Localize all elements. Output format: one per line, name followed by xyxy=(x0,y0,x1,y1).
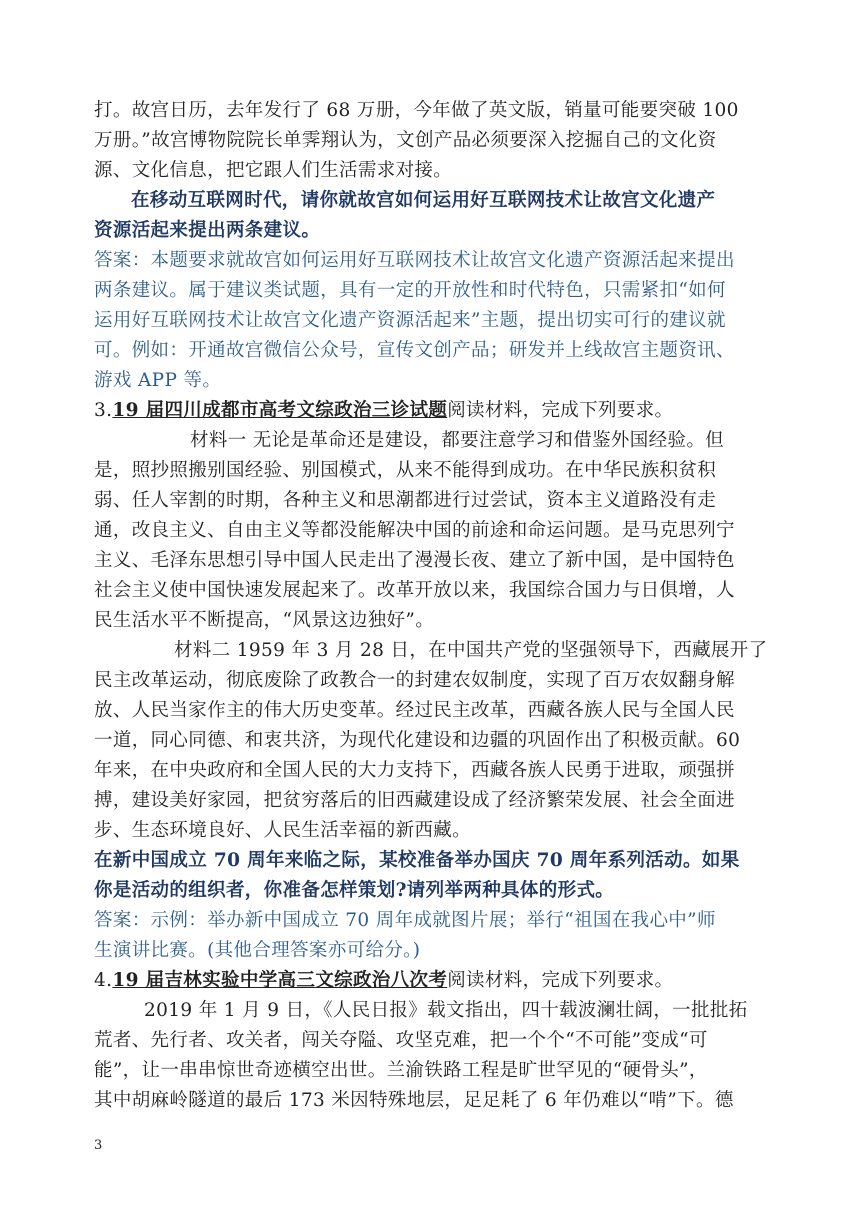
item-number: 3. xyxy=(94,400,113,421)
text-line: 年来，在中央政府和全国人民的大力支持下，西藏各族人民勇于进取，顽强拼 xyxy=(94,760,735,781)
item-instruction: 阅读材料，完成下列要求。 xyxy=(447,970,674,991)
question-line: 在新中国成立 70 周年来临之际，某校准备举办国庆 70 周年系列活动。如果 xyxy=(94,850,740,871)
text-line: 万册。”故宫博物院院长单霁翔认为，文创产品必须要深入挖掘自己的文化资 xyxy=(94,130,717,151)
text-line: 主义、毛泽东思想引导中国人民走出了漫漫长夜、建立了新中国，是中国特色 xyxy=(94,550,735,571)
material-3 xyxy=(94,996,768,1116)
text-line: 能”，让一串串惊世奇迹横空出世。兰渝铁路工程是旷世罕见的“硬骨头”， xyxy=(94,1060,708,1081)
material-2 xyxy=(94,636,768,846)
question-1 xyxy=(94,186,768,246)
text-line: 打。故宫日历，去年发行了 68 万册，今年做了英文版，销量可能要突破 100 xyxy=(94,100,739,121)
question-line: 你是活动的组织者，你准备怎样策划?请列举两种具体的形式。 xyxy=(94,880,615,901)
answer-line: 游戏 APP 等。 xyxy=(94,370,222,391)
text-line: 搏，建设美好家园，把贫穷落后的旧西藏建设成了经济繁荣发展、社会全面进 xyxy=(94,790,735,811)
question-2 xyxy=(94,846,768,906)
document-page xyxy=(94,96,768,1116)
answer-line: 两条建议。属于建议类试题，具有一定的开放性和时代特色，只需紧扣“如何 xyxy=(94,280,726,301)
answer-line: 可。例如：开通故宫微信公众号，宣传文创产品；研发并上线故宫主题资讯、 xyxy=(94,340,735,361)
page-number: 3 xyxy=(94,1138,103,1153)
item-4-heading xyxy=(94,966,768,996)
text-line: 其中胡麻岭隧道的最后 173 米因特殊地层，足足耗了 6 年仍难以“啃”下。德 xyxy=(94,1090,734,1111)
answer-line: 答案：示例：举办新中国成立 70 周年成就图片展；举行“祖国在我心中”师 xyxy=(94,910,716,931)
answer-2 xyxy=(94,906,768,966)
text-line: 一道，同心同德、和衷共济，为现代化建设和边疆的巩固作出了积极贡献。60 xyxy=(94,730,741,751)
text-line: 步、生态环境良好、人民生活幸福的新西藏。 xyxy=(94,820,472,841)
text-line: 民主改革运动，彻底废除了政教合一的封建农奴制度，实现了百万农奴翻身解 xyxy=(94,670,735,691)
text-line: 荒者、先行者、攻关者，闯关夺隘、攻坚克难，把一个个“不可能”变成“可 xyxy=(94,1030,708,1051)
paragraph-intro xyxy=(94,96,768,186)
text-line: 弱、任人宰割的时期，各种主义和思潮都进行过尝试，资本主义道路没有走 xyxy=(94,490,717,511)
answer-line: 运用好互联网技术让故宫文化遗产资源活起来”主题，提出切实可行的建议就 xyxy=(94,310,726,331)
item-3-heading xyxy=(94,396,768,426)
question-line: 在移动互联网时代，请你就故宫如何运用好互联网技术让故宫文化遗产 xyxy=(131,190,716,211)
text-line: 2019 年 1 月 9 日，《人民日报》载文指出，四十载波澜壮阔，一批批拓 xyxy=(144,1000,748,1021)
text-line: 民生活水平不断提高，“风景这边独好”。 xyxy=(94,610,435,631)
text-line: 材料二 1959 年 3 月 28 日，在中国共产党的坚强领导下，西藏展开了 xyxy=(174,640,768,661)
answer-1 xyxy=(94,246,768,396)
material-1 xyxy=(94,426,768,636)
text-line: 材料一 无论是革命还是建设，都要注意学习和借鉴外国经验。但 xyxy=(190,430,725,451)
answer-line: 生演讲比赛。(其他合理答案亦可给分。) xyxy=(94,940,421,961)
answer-line: 答案：本题要求就故宫如何运用好互联网技术让故宫文化遗产资源活起来提出 xyxy=(94,250,735,271)
text-line: 通，改良主义、自由主义等都没能解决中国的前途和命运问题。是马克思列宁 xyxy=(94,520,735,541)
item-title: 19 届四川成都市高考文综政治三诊试题 xyxy=(112,400,448,421)
text-line: 放、人民当家作主的伟大历史变革。经过民主改革，西藏各族人民与全国人民 xyxy=(94,700,735,721)
item-number: 4. xyxy=(94,970,113,991)
item-title: 19 届吉林实验中学高三文综政治八次考 xyxy=(112,970,448,991)
text-line: 是，照抄照搬别国经验、别国模式，从来不能得到成功。在中华民族积贫积 xyxy=(94,460,717,481)
item-instruction: 阅读材料，完成下列要求。 xyxy=(447,400,674,421)
text-line: 源、文化信息，把它跟人们生活需求对接。 xyxy=(94,160,453,181)
question-line: 资源活起来提出两条建议。 xyxy=(94,220,321,241)
text-line: 社会主义使中国快速发展起来了。改革开放以来，我国综合国力与日俱增，人 xyxy=(94,580,735,601)
